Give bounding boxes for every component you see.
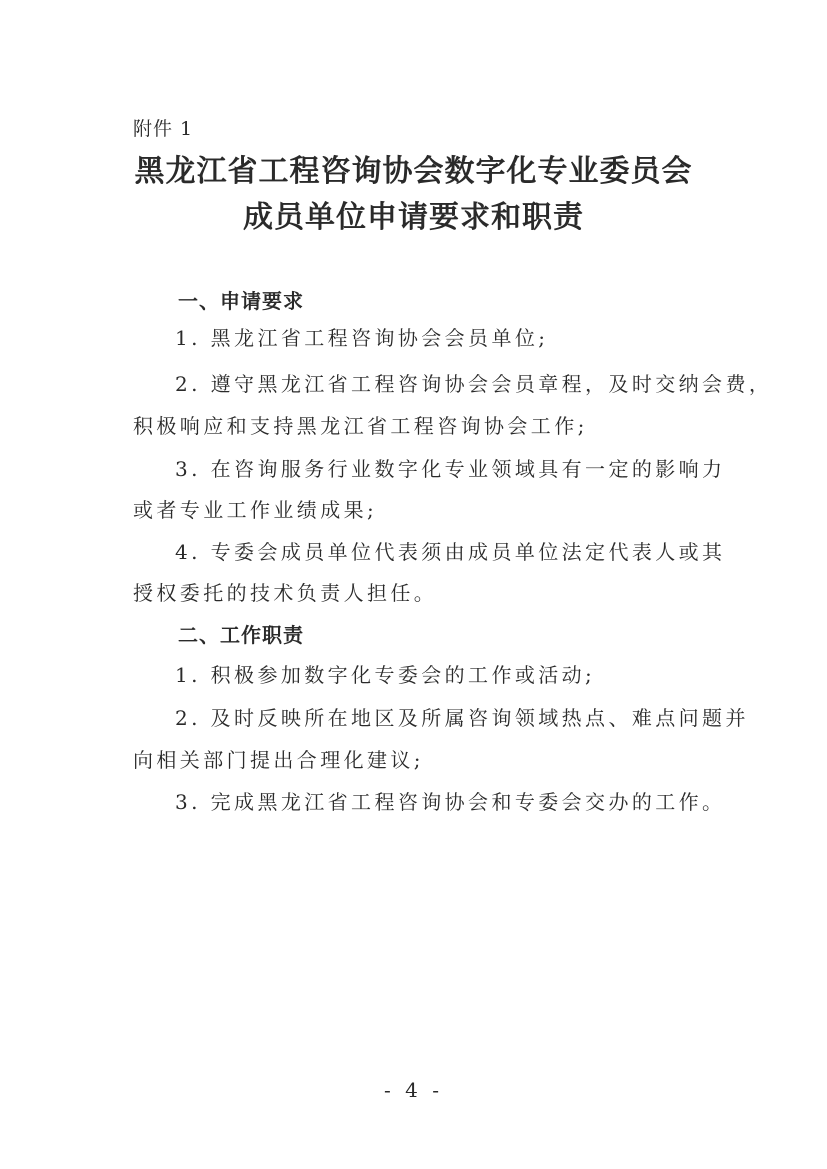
duty-item-2-line-1: 2. 及时反映所在地区及所属咨询领域热点、难点问题并 [175, 706, 749, 730]
requirement-item-3-line-1: 3. 在咨询服务行业数字化专业领域具有一定的影响力 [175, 457, 726, 481]
requirement-item-2-line-2: 积极响应和支持黑龙江省工程咨询协会工作; [133, 414, 588, 438]
document-title-line-2: 成员单位申请要求和职责 [243, 200, 584, 235]
page-number: - 4 - [384, 1078, 443, 1102]
requirement-item-3-line-2: 或者专业工作业绩成果; [133, 498, 378, 522]
section-heading-duties: 二、工作职责 [178, 623, 304, 647]
document-title-line-1: 黑龙江省工程咨询协会数字化专业委员会 [134, 154, 693, 189]
requirement-item-4-line-1: 4. 专委会成员单位代表须由成员单位法定代表人或其 [175, 540, 726, 564]
section-heading-requirements: 一、申请要求 [178, 289, 304, 313]
requirement-item-4-line-2: 授权委托的技术负责人担任。 [133, 581, 438, 605]
duty-item-2-line-2: 向相关部门提出合理化建议; [133, 748, 424, 772]
requirement-item-2-line-1: 2. 遵守黑龙江省工程咨询协会会员章程，及时交纳会费， [175, 372, 773, 396]
duty-item-3: 3. 完成黑龙江省工程咨询协会和专委会交办的工作。 [175, 790, 726, 814]
requirement-item-1: 1. 黑龙江省工程咨询协会会员单位; [175, 326, 549, 350]
attachment-label: 附件 1 [133, 118, 194, 140]
duty-item-1: 1. 积极参加数字化专委会的工作或活动; [175, 663, 596, 687]
